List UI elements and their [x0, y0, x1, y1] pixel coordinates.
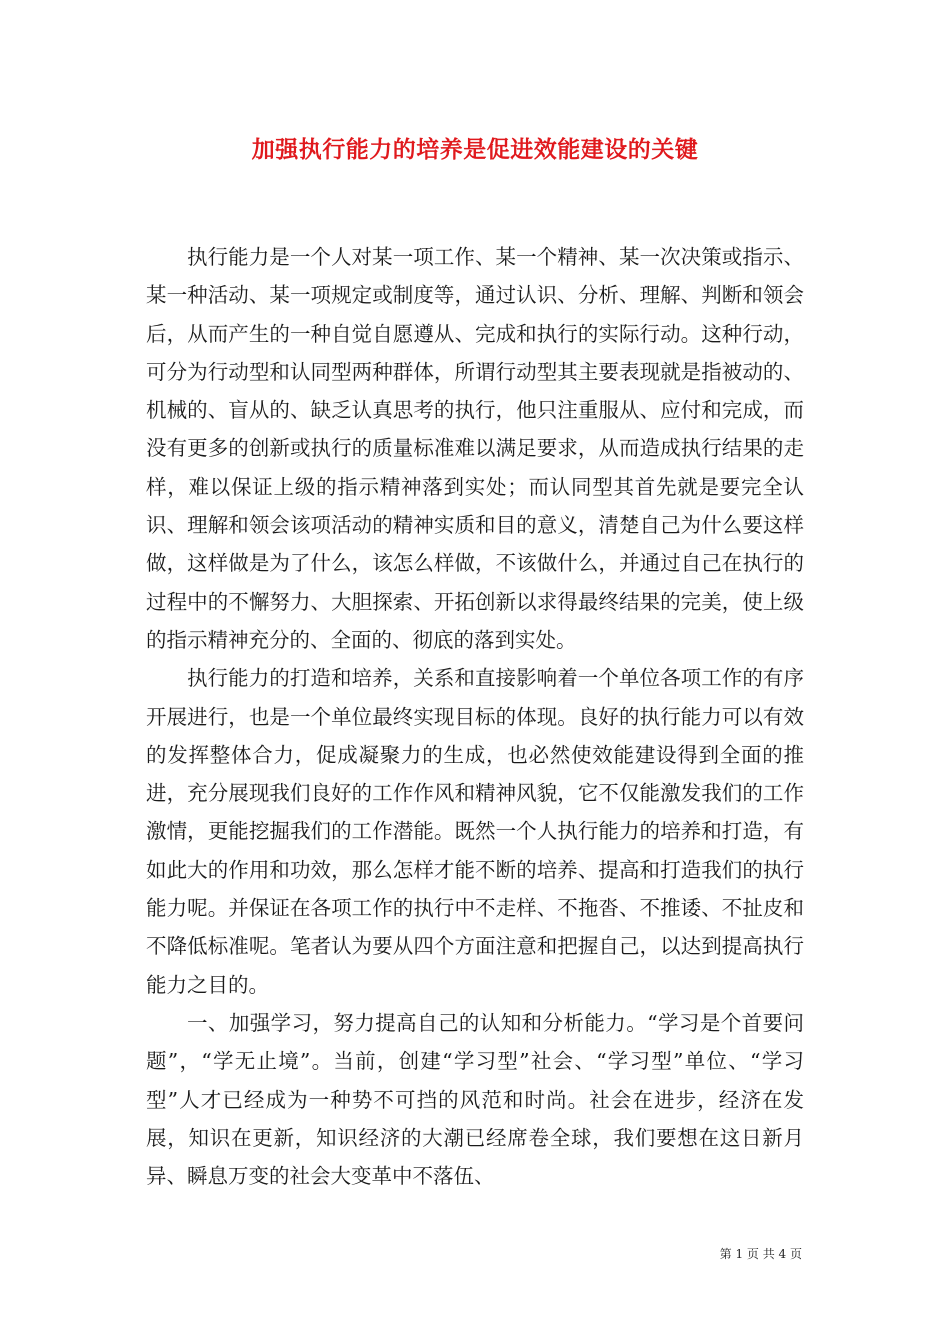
document-body	[146, 238, 804, 1195]
paragraph-2: 执行能力的打造和培养，关系和直接影响着一个单位各项工作的有序开展进行，也是一个单位最终实现目标的体现。良好的执行能力可以有效的发挥整体合力，促成凝聚力的生成，也必然使效能建设得到全面的推进，充分展现我们良好的工作作风和精神风貌，它不仅能激发我们的工作激情，更能挖掘我们的工作潜能。既然一个人执行能力的培养和打造，有如此大的作用和功效，那么怎样才能不断的培养、提高和打造我们的执行能力呢。并保证在各项工作的执行中不走样、不拖沓、不推诿、不扯皮和不降低标准呢。笔者认为要从四个方面注意和把握自己，以达到提高执行能力之目的。	[146, 666, 804, 997]
paragraph-1: 执行能力是一个人对某一项工作、某一个精神、某一次决策或指示、某一种活动、某一项规定或制度等，通过认识、分析、理解、判断和领会后，从而产生的一种自觉自愿遵从、完成和执行的实际行动。这种行动，可分为行动型和认同型两种群体，所谓行动型其主要表现就是指被动的、机械的、盲从的、缺乏认真思考的执行，他只注重服从、应付和完成，而没有更多的创新或执行的质量标准难以满足要求，从而造成执行结果的走样，难以保证上级的指示精神落到实处；而认同型其首先就是要完全认识、理解和领会该项活动的精神实质和目的意义，清楚自己为什么要这样做，这样做是为了什么，该怎么样做，不该做什么，并通过自己在执行的过程中的不懈努力、大胆探索、开拓创新以求得最终结果的完美，使上级的指示精神充分的、全面的、彻底的落到实处。	[146, 245, 804, 652]
document-title: 加强执行能力的培养是促进效能建设的关键	[251, 136, 699, 163]
page-number-footer: 第 1 页 共 4 页	[719, 1247, 802, 1261]
paragraph-3: 一、加强学习，努力提高自己的认知和分析能力。“学习是个首要问题”，“学无止境”。当前，创建“学习型”社会、“学习型”单位、“学习型”人才已经成为一种势不可挡的风范和时尚。社会在进步，经济在发展，知识在更新，知识经济的大潮已经席卷全球，我们要想在这日新月异、瞬息万变的社会大变革中不落伍、	[146, 1010, 804, 1189]
